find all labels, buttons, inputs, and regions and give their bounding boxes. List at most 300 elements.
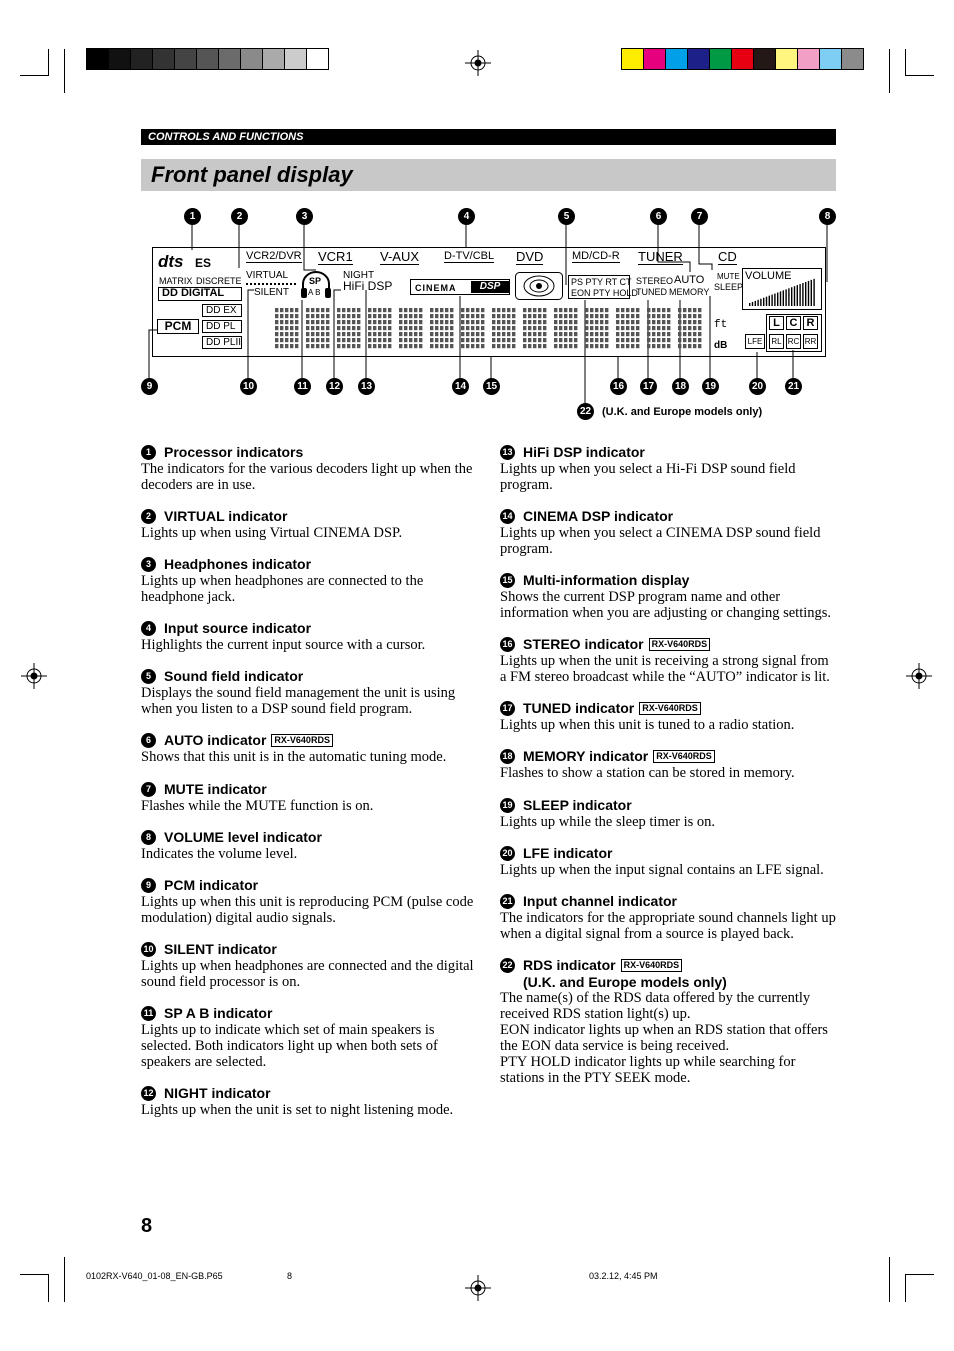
matrix-dot <box>409 338 412 342</box>
matrix-dot <box>306 332 309 336</box>
matrix-dot <box>616 338 619 342</box>
pl-indicator: DD PL <box>202 320 242 333</box>
matrix-dot <box>543 344 546 348</box>
matrix-dot <box>430 308 433 312</box>
matrix-dot <box>528 308 531 312</box>
matrix-dot <box>295 344 298 348</box>
matrix-dot <box>595 338 598 342</box>
entry-number: 14 <box>500 509 515 524</box>
matrix-dot <box>636 314 639 318</box>
volume-segment <box>797 285 798 306</box>
matrix-dot <box>368 320 371 324</box>
matrix-dot <box>399 314 402 318</box>
matrix-dot <box>481 338 484 342</box>
matrix-dot <box>647 320 650 324</box>
matrix-dot <box>399 338 402 342</box>
model-badge: RX-V640RDS <box>653 750 715 763</box>
matrix-dot <box>507 338 510 342</box>
matrix-dot <box>652 308 655 312</box>
matrix-dot <box>471 326 474 330</box>
matrix-dot <box>316 344 319 348</box>
entry-number: 20 <box>500 846 515 861</box>
entry-number: 11 <box>141 1006 156 1021</box>
matrix-dot <box>662 326 665 330</box>
multi-information-display <box>270 305 710 355</box>
volume-segment <box>783 290 784 306</box>
matrix-dot <box>342 320 345 324</box>
dsp-label: DSP <box>471 281 509 293</box>
matrix-dot <box>605 344 608 348</box>
matrix-dot <box>693 332 696 336</box>
matrix-dot <box>657 338 660 342</box>
matrix-dot <box>419 344 422 348</box>
matrix-dot <box>368 314 371 318</box>
callout-20: 20 <box>749 378 766 395</box>
matrix-dot <box>290 314 293 318</box>
matrix-dot <box>321 332 324 336</box>
matrix-dot <box>337 338 340 342</box>
matrix-dot <box>554 308 557 312</box>
matrix-dot <box>652 314 655 318</box>
matrix-dot <box>399 308 402 312</box>
entry-number: 17 <box>500 701 515 716</box>
callout-22: 22 <box>577 403 594 420</box>
matrix-label: MATRIX <box>159 276 193 286</box>
entry-description: Lights up while the sleep timer is on. <box>500 814 716 830</box>
matrix-dot <box>321 338 324 342</box>
auto-label: AUTO <box>674 274 705 286</box>
matrix-dot <box>378 320 381 324</box>
matrix-dot <box>559 308 562 312</box>
input-vaux: V-AUX <box>380 249 420 264</box>
matrix-dot <box>564 344 567 348</box>
matrix-dot <box>678 308 681 312</box>
callout-5: 5 <box>558 208 575 225</box>
matrix-dot <box>616 326 619 330</box>
indicator-entry <box>141 444 477 493</box>
callout-2: 2 <box>231 208 248 225</box>
entry-heading <box>141 1005 477 1022</box>
matrix-dot <box>543 332 546 336</box>
matrix-dot <box>564 332 567 336</box>
matrix-dot <box>435 320 438 324</box>
matrix-dot <box>368 344 371 348</box>
matrix-dot <box>626 338 629 342</box>
matrix-dot <box>347 314 350 318</box>
entry-heading <box>141 941 477 958</box>
matrix-dot <box>595 320 598 324</box>
matrix-dot <box>574 332 577 336</box>
matrix-dot <box>559 338 562 342</box>
matrix-dot <box>497 326 500 330</box>
matrix-dot <box>647 338 650 342</box>
matrix-dot <box>311 326 314 330</box>
entry-heading <box>500 957 836 974</box>
matrix-dot <box>373 344 376 348</box>
matrix-dot <box>636 332 639 336</box>
matrix-dot <box>693 344 696 348</box>
volume-segment <box>794 286 795 306</box>
matrix-dot <box>662 314 665 318</box>
matrix-dot <box>631 308 634 312</box>
indicator-entry <box>500 572 836 621</box>
matrix-dot <box>678 338 681 342</box>
matrix-dot <box>342 314 345 318</box>
callout-11: 11 <box>294 378 311 395</box>
volume-segment <box>780 291 781 306</box>
matrix-dot <box>698 338 701 342</box>
matrix-dot <box>357 314 360 318</box>
input-mdcdr: MD/CD-R <box>572 250 620 262</box>
matrix-dot <box>352 332 355 336</box>
callout-21: 21 <box>785 378 802 395</box>
matrix-dot <box>497 314 500 318</box>
matrix-dot <box>383 320 386 324</box>
matrix-dot <box>657 308 660 312</box>
matrix-dot <box>388 338 391 342</box>
hifi-dsp-label: HiFi DSP <box>343 279 393 293</box>
stereo-label: STEREO <box>636 276 674 286</box>
discrete-label: DISCRETE <box>196 276 242 286</box>
matrix-dot <box>543 314 546 318</box>
matrix-dot <box>585 320 588 324</box>
matrix-dot <box>378 314 381 318</box>
matrix-dot <box>326 344 329 348</box>
entry-heading <box>500 572 836 589</box>
matrix-dot <box>616 314 619 318</box>
entry-number: 7 <box>141 782 156 797</box>
matrix-dot <box>306 314 309 318</box>
matrix-dot <box>316 308 319 312</box>
matrix-dot <box>564 338 567 342</box>
volume-level-bars <box>745 272 820 308</box>
matrix-dot <box>631 338 634 342</box>
matrix-dot <box>554 344 557 348</box>
matrix-dot <box>352 338 355 342</box>
night-label: NIGHT <box>343 270 375 281</box>
matrix-dot <box>626 320 629 324</box>
plii-indicator: DD PLII <box>202 336 242 349</box>
matrix-dot <box>698 326 701 330</box>
matrix-dot <box>492 344 495 348</box>
matrix-dot <box>430 344 433 348</box>
matrix-dot <box>404 326 407 330</box>
matrix-dot <box>275 314 278 318</box>
matrix-dot <box>600 344 603 348</box>
entry-heading <box>500 893 836 910</box>
volume-segment <box>777 293 778 307</box>
matrix-dot <box>554 338 557 342</box>
matrix-dot <box>404 314 407 318</box>
matrix-dot <box>502 320 505 324</box>
matrix-dot <box>280 326 283 330</box>
matrix-dot <box>662 308 665 312</box>
matrix-dot <box>698 308 701 312</box>
matrix-dot <box>652 326 655 330</box>
matrix-dot <box>497 332 500 336</box>
matrix-dot <box>590 314 593 318</box>
matrix-dot <box>497 320 500 324</box>
entry-title: TUNED indicator <box>523 700 635 716</box>
entry-title: SLEEP indicator <box>523 797 632 813</box>
matrix-dot <box>316 338 319 342</box>
matrix-dot <box>497 308 500 312</box>
matrix-dot <box>678 344 681 348</box>
matrix-dot <box>657 344 660 348</box>
matrix-dot <box>450 344 453 348</box>
matrix-dot <box>533 326 536 330</box>
matrix-dot <box>306 326 309 330</box>
matrix-dot <box>647 308 650 312</box>
matrix-dot <box>342 344 345 348</box>
matrix-dot <box>600 338 603 342</box>
matrix-dot <box>311 332 314 336</box>
matrix-dot <box>326 326 329 330</box>
matrix-dot <box>559 320 562 324</box>
indicator-entry <box>141 732 477 765</box>
entry-heading <box>141 1085 477 1102</box>
matrix-dot <box>497 344 500 348</box>
matrix-dot <box>688 338 691 342</box>
matrix-dot <box>419 320 422 324</box>
section-header: CONTROLS AND FUNCTIONS <box>141 129 836 145</box>
channel-r: R <box>803 316 818 330</box>
matrix-dot <box>688 332 691 336</box>
entry-description: Lights up when headphones are connected and the digital sound field processor is on. <box>141 958 474 990</box>
matrix-dot <box>492 326 495 330</box>
entry-heading <box>500 508 836 525</box>
matrix-dot <box>435 326 438 330</box>
matrix-dot <box>440 308 443 312</box>
matrix-dot <box>574 344 577 348</box>
matrix-dot <box>445 332 448 336</box>
entry-number: 3 <box>141 557 156 572</box>
matrix-dot <box>693 314 696 318</box>
matrix-dot <box>678 332 681 336</box>
entry-title: Headphones indicator <box>164 556 312 572</box>
matrix-dot <box>564 314 567 318</box>
matrix-dot <box>585 326 588 330</box>
matrix-dot <box>414 326 417 330</box>
matrix-dot <box>693 308 696 312</box>
matrix-dot <box>512 320 515 324</box>
matrix-dot <box>388 308 391 312</box>
volume-segment <box>755 301 756 306</box>
matrix-dot <box>626 308 629 312</box>
matrix-dot <box>337 308 340 312</box>
entry-title: PCM indicator <box>164 877 259 893</box>
matrix-dot <box>342 308 345 312</box>
matrix-dot <box>512 326 515 330</box>
lfe-indicator: LFE <box>745 334 765 349</box>
matrix-dot <box>605 338 608 342</box>
matrix-dot <box>502 338 505 342</box>
matrix-dot <box>461 344 464 348</box>
matrix-dot <box>585 308 588 312</box>
matrix-dot <box>383 344 386 348</box>
matrix-dot <box>290 338 293 342</box>
sound-field-icon <box>515 272 563 300</box>
es-label: ES <box>195 256 212 270</box>
matrix-dot <box>461 332 464 336</box>
entry-title: Input channel indicator <box>523 893 678 909</box>
matrix-dot <box>409 308 412 312</box>
matrix-dot <box>414 320 417 324</box>
entry-description: Lights up when using Virtual CINEMA DSP. <box>141 525 403 541</box>
entry-heading <box>500 636 836 653</box>
matrix-dot <box>373 308 376 312</box>
entry-heading <box>141 829 477 846</box>
matrix-dot <box>280 314 283 318</box>
entry-number: 22 <box>500 958 515 973</box>
matrix-dot <box>435 314 438 318</box>
matrix-dot <box>471 308 474 312</box>
matrix-dot <box>373 338 376 342</box>
indicator-entry <box>141 829 477 862</box>
matrix-dot <box>569 332 572 336</box>
matrix-dot <box>347 338 350 342</box>
input-cd: CD <box>718 249 737 264</box>
entry-title: VIRTUAL indicator <box>164 508 288 524</box>
matrix-dot <box>528 332 531 336</box>
matrix-dot <box>440 326 443 330</box>
matrix-dot <box>636 338 639 342</box>
indicator-entry <box>141 620 477 653</box>
entry-heading <box>500 748 836 765</box>
entry-heading <box>141 668 477 685</box>
matrix-dot <box>476 308 479 312</box>
callout-17: 17 <box>640 378 657 395</box>
entry-description: Lights up when this unit is tuned to a radio station. <box>500 717 795 733</box>
matrix-dot <box>337 314 340 318</box>
matrix-dot <box>693 326 696 330</box>
matrix-dot <box>476 344 479 348</box>
matrix-dot <box>636 320 639 324</box>
entry-heading <box>141 620 477 637</box>
matrix-dot <box>383 338 386 342</box>
matrix-dot <box>590 320 593 324</box>
entry-number: 12 <box>141 1086 156 1101</box>
matrix-dot <box>507 308 510 312</box>
matrix-dot <box>285 332 288 336</box>
matrix-dot <box>636 308 639 312</box>
matrix-dot <box>605 326 608 330</box>
matrix-dot <box>378 338 381 342</box>
matrix-dot <box>683 332 686 336</box>
matrix-dot <box>368 338 371 342</box>
matrix-dot <box>647 314 650 318</box>
indicator-entry <box>141 668 477 717</box>
matrix-dot <box>626 344 629 348</box>
matrix-dot <box>347 326 350 330</box>
matrix-dot <box>450 338 453 342</box>
matrix-dot <box>461 314 464 318</box>
entry-description: Lights up when you select a CINEMA DSP sound field program. <box>500 525 821 557</box>
matrix-dot <box>559 344 562 348</box>
matrix-dot <box>373 314 376 318</box>
matrix-dot <box>378 308 381 312</box>
matrix-dot <box>616 320 619 324</box>
volume-segment <box>749 303 750 306</box>
matrix-dot <box>554 320 557 324</box>
matrix-dot <box>564 320 567 324</box>
dts-logo: dts <box>158 252 184 271</box>
callout-18: 18 <box>672 378 689 395</box>
leader-lines <box>0 0 954 430</box>
entry-description: Lights up to indicate which set of main speakers is selected. Both indicators light up when both sets of speakers are selected. <box>141 1022 438 1070</box>
entry-description: Lights up when this unit is reproducing PCM (pulse code modulation) digital audio signals. <box>141 894 474 926</box>
matrix-dot <box>502 308 505 312</box>
input-vcr1: VCR1 <box>318 249 353 264</box>
matrix-dot <box>698 332 701 336</box>
indicator-entry <box>500 957 836 1086</box>
matrix-dot <box>621 332 624 336</box>
matrix-dot <box>337 326 340 330</box>
rds-indicator <box>568 275 638 299</box>
matrix-dot <box>683 338 686 342</box>
matrix-dot <box>698 344 701 348</box>
callout-16: 16 <box>610 378 627 395</box>
matrix-dot <box>430 320 433 324</box>
entry-description: Highlights the current input source with a cursor. <box>141 637 426 653</box>
matrix-dot <box>688 314 691 318</box>
matrix-dot <box>435 338 438 342</box>
matrix-dot <box>352 326 355 330</box>
matrix-dot <box>419 332 422 336</box>
matrix-dot <box>538 332 541 336</box>
matrix-dot <box>528 338 531 342</box>
matrix-dot <box>275 338 278 342</box>
matrix-dot <box>357 326 360 330</box>
matrix-dot <box>306 308 309 312</box>
matrix-dot <box>667 344 670 348</box>
volume-segment <box>771 295 772 306</box>
matrix-dot <box>419 308 422 312</box>
matrix-dot <box>352 314 355 318</box>
matrix-dot <box>590 338 593 342</box>
matrix-dot <box>631 326 634 330</box>
matrix-dot <box>466 314 469 318</box>
matrix-dot <box>569 320 572 324</box>
rds-bottom-label: EON PTY HOLD <box>571 288 638 298</box>
ab-label: A B <box>308 288 321 297</box>
matrix-dot <box>502 332 505 336</box>
indicator-entry <box>500 845 836 878</box>
matrix-dot <box>404 344 407 348</box>
entry-description: Displays the sound field management the unit is using when you listen to a DSP sound field program. <box>141 685 456 717</box>
matrix-dot <box>616 308 619 312</box>
matrix-dot <box>275 332 278 336</box>
entry-heading <box>500 444 836 461</box>
matrix-dot <box>683 344 686 348</box>
matrix-dot <box>481 308 484 312</box>
matrix-dot <box>388 320 391 324</box>
matrix-dot <box>538 314 541 318</box>
entry-description: Flashes while the MUTE function is on. <box>141 798 374 814</box>
matrix-dot <box>595 308 598 312</box>
matrix-dot <box>636 326 639 330</box>
entry-title: Sound field indicator <box>164 668 304 684</box>
matrix-dot <box>657 326 660 330</box>
channel-l: L <box>769 316 784 330</box>
matrix-dot <box>512 344 515 348</box>
matrix-dot <box>435 308 438 312</box>
matrix-dot <box>368 326 371 330</box>
matrix-dot <box>678 314 681 318</box>
model-badge: RX-V640RDS <box>271 734 333 747</box>
matrix-dot <box>326 314 329 318</box>
matrix-dot <box>295 326 298 330</box>
